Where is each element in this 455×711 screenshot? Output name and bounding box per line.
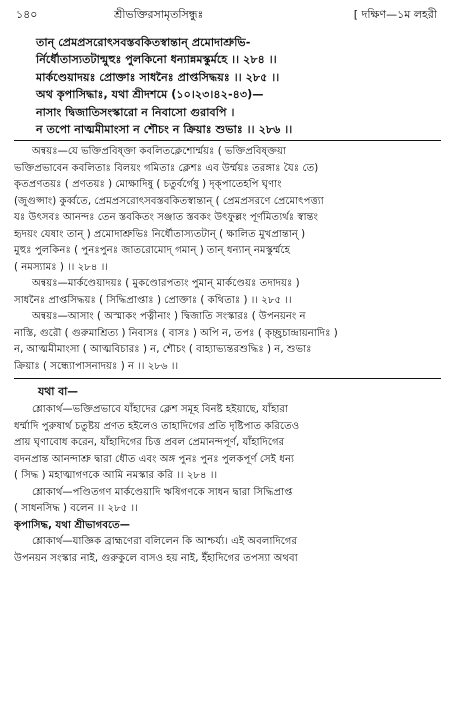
translation-line: শ্লোকার্থ—পণ্ডিতগণ মার্কণ্ডেয়াদি ঋষিগণকে সাধন দ্বারা সিদ্ধিপ্রাপ্ত [32,486,293,498]
section-label: [ দক্ষিণ—১ম লহরী [353,8,437,21]
commentary-line: মুহুঃ পুলকিনঃ ( পুনঃপুনঃ জাতরোমোদ্ গমান্ ) তান্ ধন্যান্ নমস্কুর্ম্মহে [14,245,290,256]
translation-line: প্রায় ঘৃণাবোধ করেন, যাঁহাদিগের চিত্ত প্রবল প্রেমানন্দপূর্ণ, যাঁহাদিগের [14,437,285,448]
commentary-line: ভক্তিপ্রভাবেন কবলিতাঃ বিলয়ং গমিতাঃ ক্লেশঃ এব উর্ম্ময়ঃ তরঙ্গাঃ যৈঃ তে) [14,162,319,174]
separator-bottom [14,378,441,379]
translation-line: শ্লোকার্থ—ভক্তিপ্রভাবে যাঁহাদের ক্লেশ সমূহ বিনষ্ট হইয়াছে, যাঁহারা [32,404,288,415]
verse-line: মার্কণ্ডেয়াদয়ঃ প্রোক্তাঃ সাধনৈঃ প্রাপ্তসিদ্ধয়ঃ ।। ২৮৫ ।। [36,70,280,84]
separator-top [14,140,441,141]
page-header [14,6,441,24]
commentary-line: ক্রিয়াঃ ( সন্ধ্যোপাসনাদয়ঃ ) ন ।। ২৮৬ ।। [14,360,179,372]
commentary-line: ন, আত্মমীমাংসা ( আত্মবিচারঃ ) ন, শৌচং ( বাহ্যাভ্যন্তরশুদ্ধিঃ ) ন, শুভাঃ [14,344,312,355]
translation-line: শ্লোকার্থ—যাজ্ঞিক ব্রাহ্মণেরা বলিলেন কি আশ্চর্য্য। এই অবলাদিগের [32,536,298,547]
verse-block [14,34,441,138]
commentary-line: (জুগুপ্সাং) কুর্ব্বতে, প্রেমপ্রসরোৎসবস্তবকিতস্বান্তান্ ( প্রেমপ্রসরণে প্রেমোৎপত্ত্যা [14,195,324,207]
commentary-line: হৃদয়ং যেষাং তান্ ) প্রমোদাশ্রুভিঃ নির্ধৌতাস্যতটান্ ( ক্ষালিত মুখপ্রান্তান্ ) [14,228,306,240]
verse-line: নাসাং দ্বিজাতিসংস্কারো ন নিবাসো গুরাবপি । [36,105,235,119]
commentary-line: নাস্তি, গুরৌ ( গুরুমাশ্রিত্য ) নিবাসঃ ( বাসঃ ) অপি ন, তপঃ ( কৃচ্ছ্রচান্দ্রায়নাদিঃ ) [14,327,338,339]
translation-block [14,402,441,567]
commentary-line: কৃতপ্রণতয়ঃ ( প্রণতয়ঃ ) মোক্ষাদিষু ( চতুর্বর্গেষু ) দৃক্পাতেহপি ঘৃণাং [14,179,282,190]
translation-line: ( সিদ্ধ ) মহাত্মাগণকে আমি নমস্কার করি ।। ২৮৪ ।। [14,470,218,481]
verse-line: তান্ প্রেমপ্রসরোৎসবস্তবকিতস্বান্তান্ প্রমোদাশ্রুভি- [36,36,251,49]
subheading-yatha-ba: যথা বা— [38,385,79,398]
subheading-kripa-siddha: কৃপাসিদ্ধ, যথা শ্রীভাগবতে— [14,519,130,531]
translation-line: উপনয়ন সংস্কার নাই, গুরুকুলে বাসও হয় নাই, ইঁহাদিগের তপস্যা অথবা [14,552,298,564]
commentary-block [14,144,441,375]
verse-line: ন তপো নাত্মমীমাংসা ন শৌচং ন ক্রিয়াঃ শুভাঃ ।। ২৮৬ ।। [36,123,293,137]
verse-line: র্নির্ধৌতাস্যতটান্মুহুঃ পুলকিনো ধন্যান্নমস্কুর্মহে ।। ২৮৪ ।। [36,53,277,67]
commentary-line: ( নমস্যামঃ ) ।। ২৮৪ ।। [14,261,109,273]
commentary-line: অন্বয়ঃ—যে ভক্তিপ্রবিষ্ক্তা কবলিতক্লেশোর্ম্ময়ঃ ( ভক্তিপ্রবিষ্ক্তয়া [32,146,286,157]
translation-line: ( সাধনসিদ্ধ ) বলেন ।। ২৮৫ ।। [14,503,138,514]
commentary-line: অন্বয়ঃ—আসাং ( অস্মাকং পত্নীনাং ) দ্বিজাতি সংস্কারঃ ( উপনয়নং ন [32,311,306,322]
book-title: শ্রীভক্তিরসামৃতসিন্ধুঃ [114,8,204,21]
commentary-line: যঃ উৎসবঃ আনন্দঃ তেন স্তবকিতং সঞ্জাত স্তবকং উৎফুল্লং পূর্ণমিত্যর্থঃ স্বান্তং [14,212,318,223]
commentary-line: সাধনৈঃ প্রাপ্তসিদ্ধয়ঃ ( সিদ্ধিপ্রাপ্তাঃ ) প্রোক্তাঃ ( কথিতাঃ ) ।। ২৮৫ ।। [14,294,292,306]
translation-line: ধর্ম্মাদি পুরুষার্থ চতুষ্টয় প্রণত হইলেও তাহাদিগের প্রতি দৃষ্টিপাত করিতেও [14,420,300,432]
verse-line: অথ কৃপাসিদ্ধাঃ, যথা শ্রীদশমে (১০।২৩।৪২-৪৩)— [36,88,264,102]
commentary-line: অন্বয়ঃ—মার্কণ্ডেয়াদয়ঃ ( মুকণ্ডোরপত্যং পুমান্ মার্কণ্ডেয়ঃ তদাদয়ঃ ) [32,278,300,289]
translation-line: বদনপ্রান্ত আনন্দাশ্রু দ্বারা ধৌত এবং অঙ্গ পুনঃ পুনঃ পুলকপূর্ণ সেই ধন্য [14,453,294,465]
page-number: ১৪০ [16,8,38,21]
